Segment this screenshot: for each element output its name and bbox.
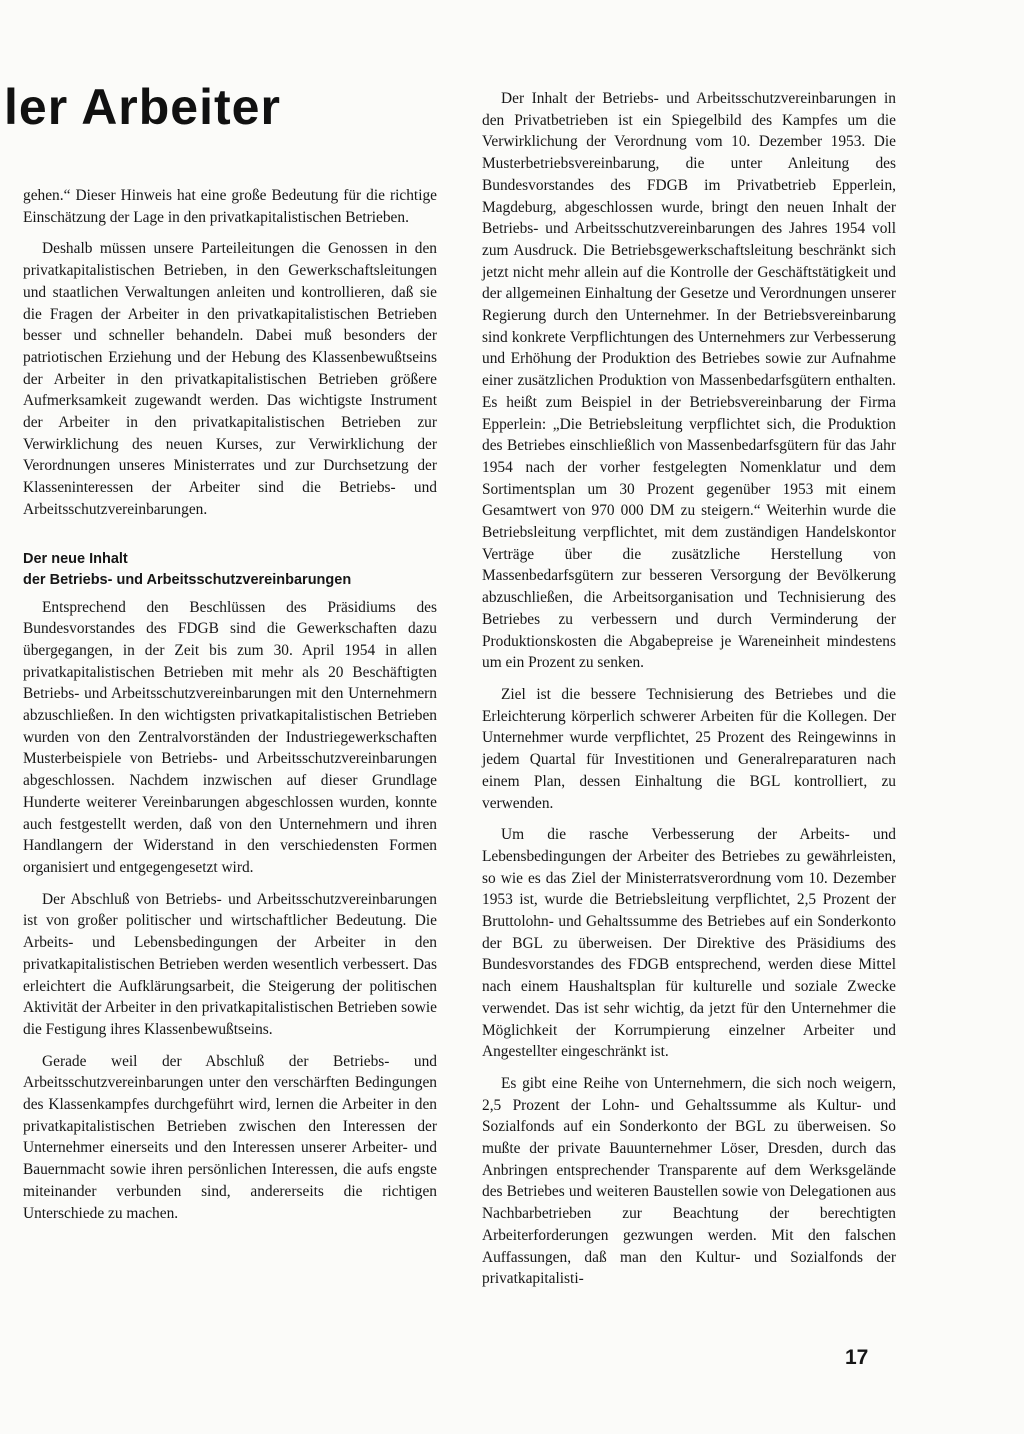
page-headline: ler Arbeiter — [4, 79, 281, 135]
paragraph: Der Abschluß von Betriebs- und Arbeitsschutzvereinbarungen ist von großer politischer und wirtschaftlicher Bedeutung. Die Arbeits- und Lebensbedingungen der Arbeiter in den privatkapitalistischen Betrieben werden wesentlich verbessert. Das erleichtert die Aufklärungsarbeit, die Steigerung der politischen Aktivität der Arbeiter in den privatkapitalistischen Betrieben sowie die Festigung ihres Klassenbewußtseins. — [23, 890, 437, 1038]
page-number: 17 — [845, 1346, 869, 1369]
paragraph: Entsprechend den Beschlüssen des Präsidiums des Bundesvorstandes des FDGB sind die Gewerkschaften dazu übergegangen, in der Zeit bis zum 30. April 1954 in allen privatkapitalistischen Betrieben mit mehr als 20 Beschäftigten Betriebs- und Arbeitsschutzvereinbarungen mit den Unternehmern abzuschließen. In den wichtigsten privatkapitalistischen Betrieben wurden von den Zentralvorständen der Industriegewerkschaften Musterbeispiele von Betriebs- und Arbeitsschutzvereinbarungen abgeschlossen. Nachdem inzwischen auf dieser Grundlage Hunderte weiterer Vereinbarungen abgeschlossen wurden, konnte auch festgestellt werden, daß von den Unternehmern und ihren Handlangern der Widerstand in den verschiedensten Formen organisiert und entgegengesetzt wird. — [23, 598, 437, 876]
subheading-line: Der neue Inhalt — [23, 550, 128, 567]
section-subheading — [23, 549, 437, 591]
paragraph: Deshalb müssen unsere Parteileitungen die Genossen in den privatkapitalistischen Betrieben, in den Gewerkschaftsleitungen und staatlichen Verwaltungen anleiten und kontrollieren, daß sie die Fragen der Arbeiter in den privatkapitalistischen Betrieben besser und schneller behandeln. Dabei muß besonders der patriotischen Erziehung und der Hebung des Klassenbewußtseins der Arbeiter in den privatkapitalistischen Betrieben größere Aufmerksamkeit zugewandt werden. Das wichtigste Instrument der Arbeiter in den privatkapitalistischen Betrieben zur Verwirklichung des neuen Kurses, zur Verwirklichung der Verordnungen unseres Ministerrates und zur Durchsetzung der Klasseninteressen der Arbeiter sind die Betriebs- und Arbeitsschutzvereinbarungen. — [23, 240, 437, 518]
paragraph: Gerade weil der Abschluß der Betriebs- und Arbeitsschutzvereinbarungen unter den verschärften Bedingungen des Klassenkampfes durchgeführt wird, lernen die Arbeiter in den privatkapitalistischen Betrieben zwischen den Interessen der Unternehmer einerseits und den Interessen unserer Arbeiter- und Bauernmacht sowie ihren persönlichen Interessen, die aufs engste miteinander verbunden sind, andererseits die richtigen Unterschiede zu machen. — [23, 1052, 437, 1222]
right-column — [482, 88, 896, 1300]
paragraph: Ziel ist die bessere Technisierung des Betriebes und die Erleichterung körperlich schwerer Arbeiten für die Kollegen. Der Unternehmer wurde verpflichtet, 25 Prozent des Reingewinns in jedem Quartal für Investitionen und Generalreparaturen nach einem Plan, dessen Einhaltung die BGL kontrolliert, zu verwenden. — [482, 685, 896, 812]
paragraph: Es gibt eine Reihe von Unternehmern, die sich noch weigern, 2,5 Prozent der Lohn- und Gehaltssumme als Kultur- und Sozialfonds auf ein Sonderkonto der BGL zu überweisen. So mußte der private Bauunternehmer Löser, Dresden, durch das Anbringen entsprechender Transparente auf dem Werksgelände des Betriebes und weiteren Baustellen sowie von Delegationen aus Nachbarbetrieben zur Beachtung der berechtigten Arbeiterforderungen gezwungen werden. Mit den falschen Auffassungen, daß man den Kultur- und Sozialfonds der privatkapitalisti- — [482, 1074, 896, 1288]
paragraph: gehen.“ Dieser Hinweis hat eine große Bedeutung für die richtige Einschätzung der Lage in den privatkapitalistischen Betrieben. — [23, 187, 437, 226]
paragraph: Um die rasche Verbesserung der Arbeits- und Lebensbedingungen der Arbeiter des Betriebes zu gewährleisten, so wie es das Ziel der Ministerratsverordnung vom 10. Dezember 1953 ist, wurde die Betriebsleitung verpflichtet, 2,5 Prozent der Bruttolohn- und Gehaltssumme des Betriebes auf ein Sonderkonto der BGL zu überweisen. Der Direktive des Präsidiums des Bundesvorstandes des FDGB entsprechend, werden diese Mittel nach einem Haushaltsplan für kulturelle und soziale Zwecke verwendet. Das ist sehr wichtig, da jetzt für den Unternehmer die Möglichkeit der Korrumpierung einzelner Arbeiter und Angestellter eingeschränkt ist. — [482, 826, 896, 1061]
subheading-line: der Betriebs- und Arbeitsschutzvereinbarungen — [23, 571, 352, 588]
left-column — [23, 185, 437, 1234]
paragraph: Der Inhalt der Betriebs- und Arbeitsschutzvereinbarungen in den Privatbetrieben ist ein Spiegelbild des Kampfes um die Verwirklichung der Verordnung vom 10. Dezember 1953. Die Musterbetriebsvereinbarung, die unter Anleitung des Bundesvorstandes des FDGB im Privatbetrieb Epperlein, Magdeburg, abgeschlossen wurde, bringt den neuen Inhalt der Betriebs- und Arbeitsschutzvereinbarungen des Jahres 1954 voll zum Ausdruck. Die Betriebsgewerkschaftsleitung beschränkt sich jetzt nicht mehr allein auf die Kontrolle der Geschäftstätigkeit und der allgemeinen Einhaltung der Gesetze und Verordnungen unserer Regierung durch den Unternehmer. In der Betriebsvereinbarung sind konkrete Verpflichtungen des Unternehmers zur Verbesserung und Erhöhung der Produktion des Betriebes sowie zur Aufnahme einer zusätzlichen Produktion von Massenbedarfsgütern enthalten. Es heißt zum Beispiel in der Betriebsvereinbarung der Firma Epperlein: „Die Betriebsleitung verpflichtet sich, die Produktion des Betriebes einschließlich von Massenbedarfsgütern für das Jahr 1954 nach der vorher festgelegten Nomenklatur und dem Sortimentsplan um 30 Prozent gegenüber 1953 mit einem Gesamtwert von 970 000 DM zu steigern.“ Weiterhin wurde die Betriebsleitung verpflichtet, mit dem zuständigen Handelskontor Verträge über die zusätzliche Herstellung von Massenbedarfsgütern zur besseren Versorgung der Bevölkerung abzuschließen, die Arbeitsorganisation und Technisierung des Betriebes zu verbessern und durch Verminderung der Produktionskosten die Abgabepreise je Wareneinheit mindestens um ein Prozent zu senken. — [482, 90, 896, 672]
